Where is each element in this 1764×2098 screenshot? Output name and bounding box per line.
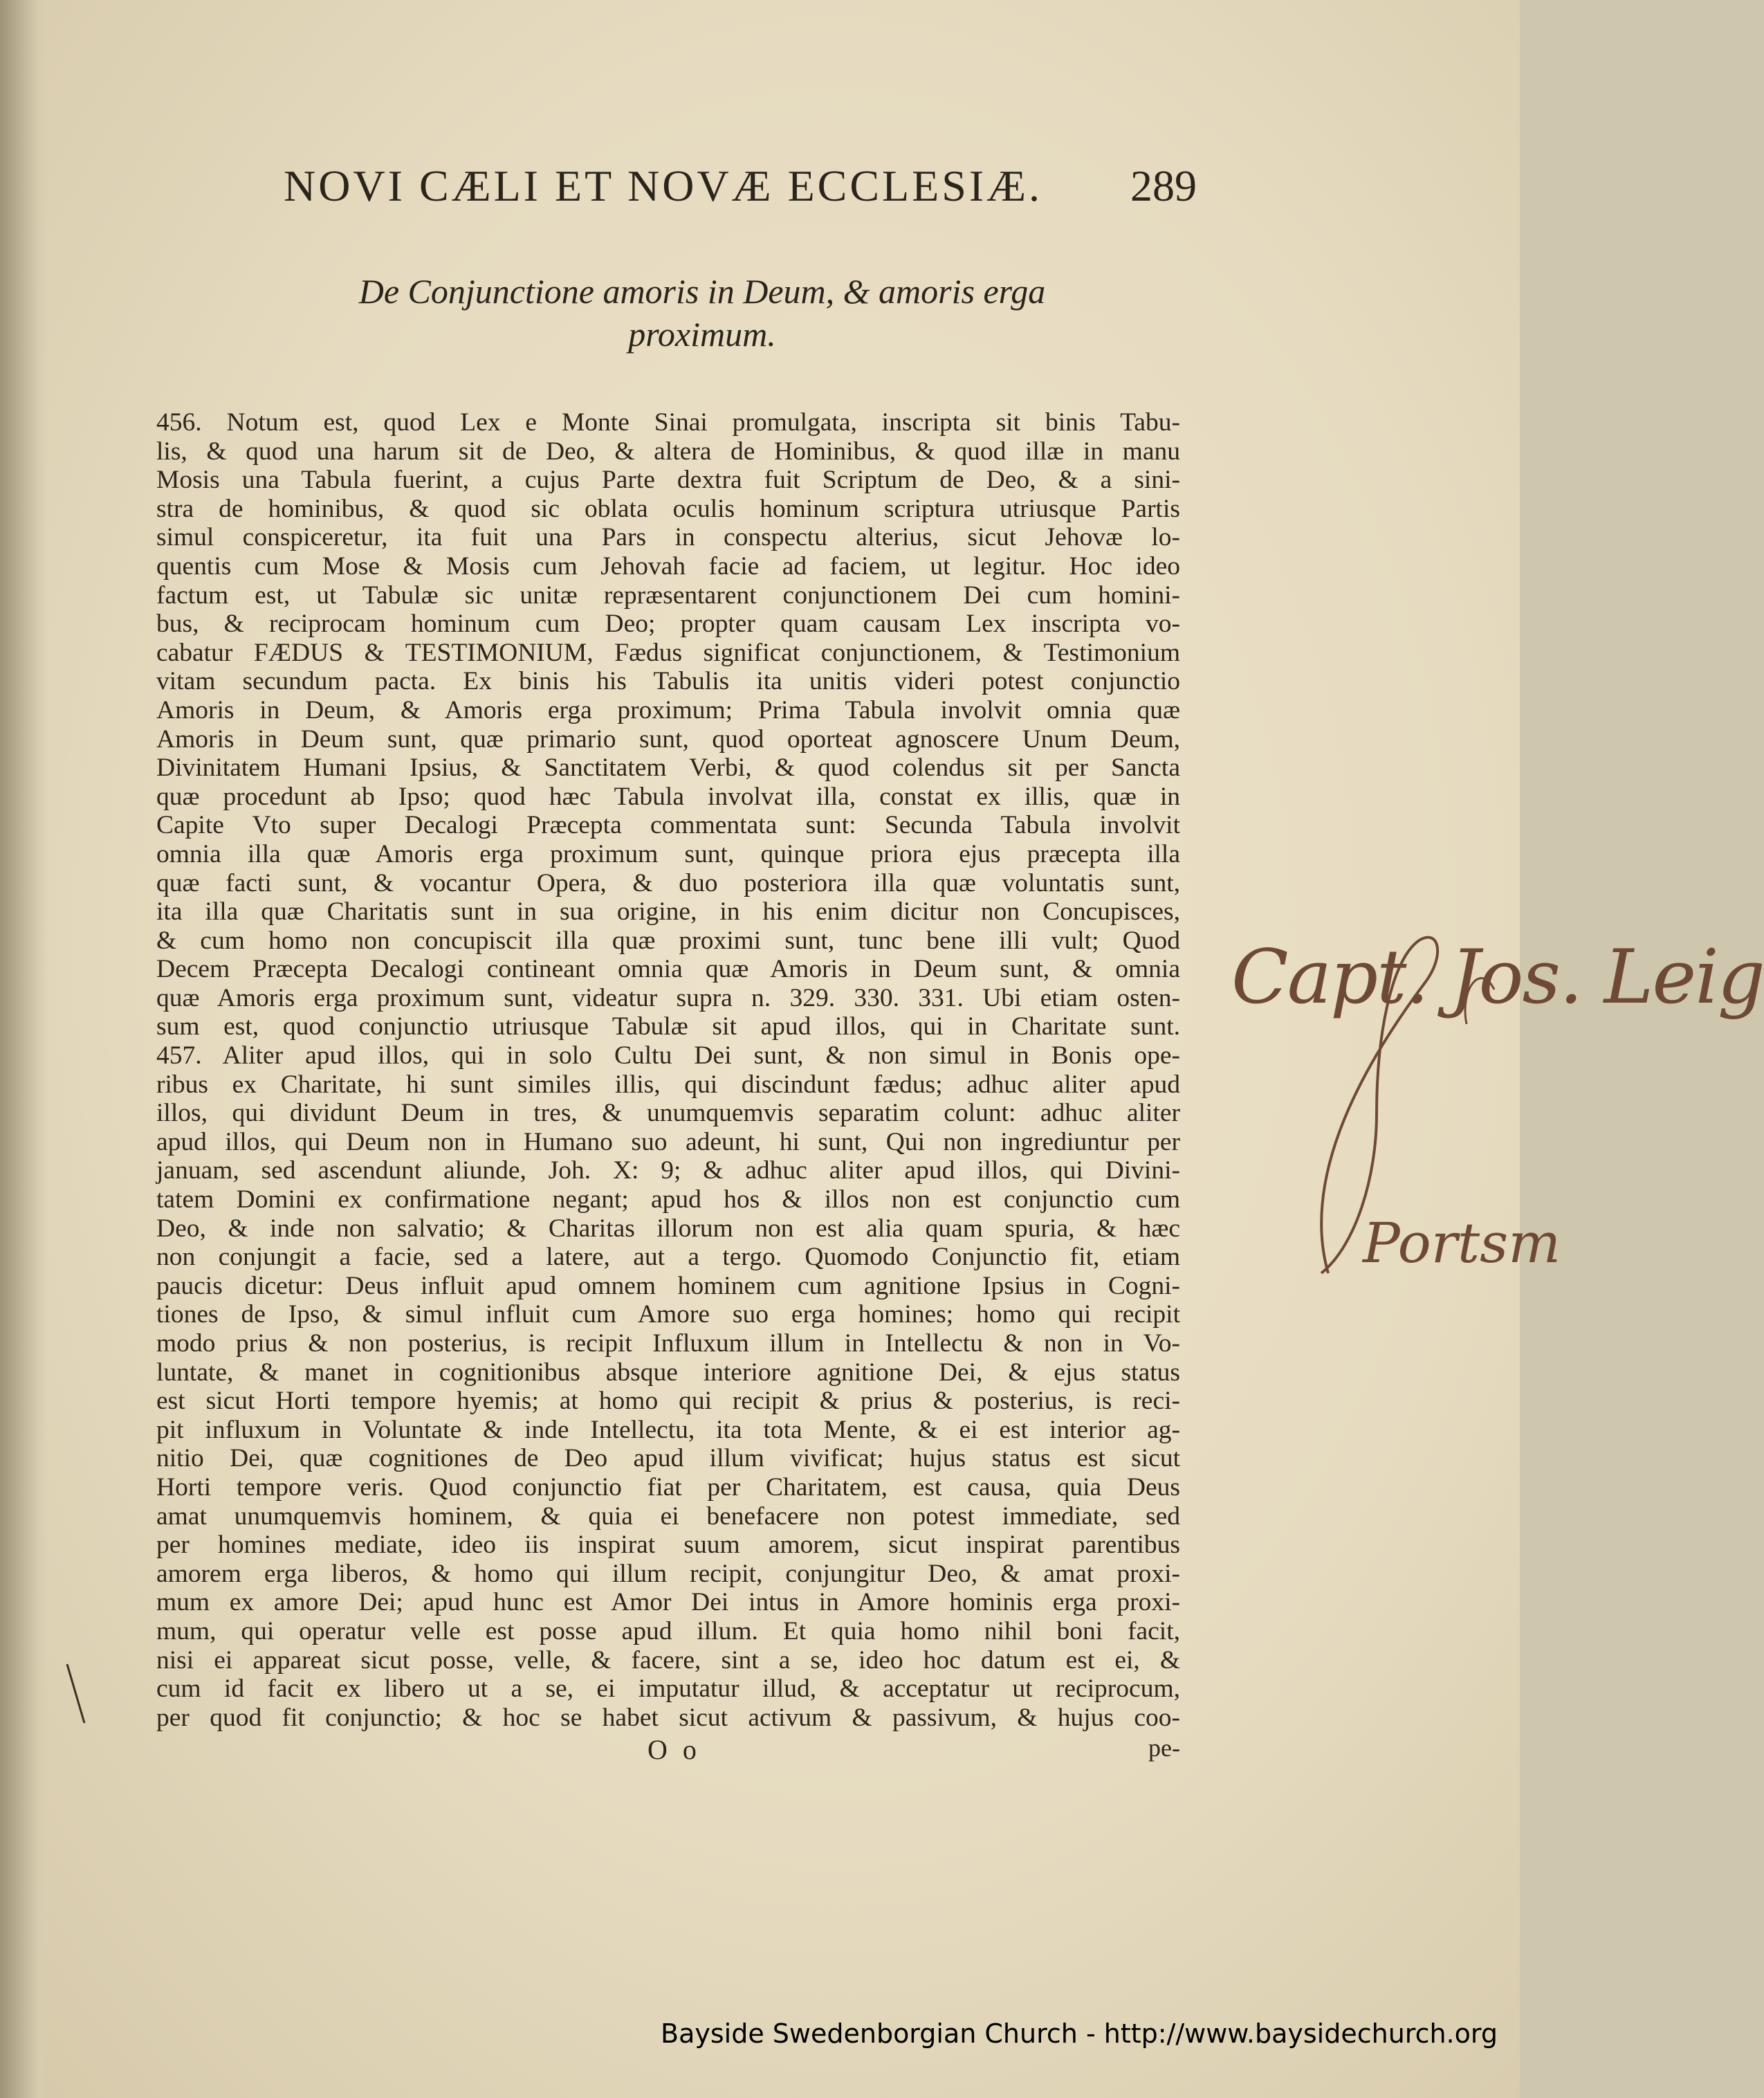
section-heading bbox=[208, 270, 1197, 356]
running-head bbox=[284, 161, 1197, 223]
text-line: 456. Notum est, quod Lex e Monte Sinai promulgata, inscripta sit binis Tabu- bbox=[156, 408, 1180, 437]
text-line: modo prius & non posterius, is recipit Influxum illum in Intellectu & non in Vo- bbox=[156, 1329, 1180, 1358]
page-gutter-shadow bbox=[0, 0, 48, 2098]
text-line: quæ Amoris erga proximum sunt, videatur supra n. 329. 330. 331. Ubi etiam osten- bbox=[156, 983, 1180, 1012]
text-line: quæ procedunt ab Ipso; quod hæc Tabula involvat illa, constat ex illis, quæ in bbox=[156, 782, 1180, 811]
text-line: mum, qui operatur velle est posse apud illum. Et quia homo nihil boni facit, bbox=[156, 1616, 1180, 1645]
section-heading-line-1: De Conjunctione amoris in Deum, & amoris erga bbox=[358, 272, 1046, 311]
text-line: & cum homo non concupiscit illa quæ proximi sunt, tunc bene illi vult; Quod bbox=[156, 926, 1180, 955]
text-line: apud illos, qui Deum non in Humano suo adeunt, hi sunt, Qui non ingrediuntur per bbox=[156, 1127, 1180, 1156]
text-line: ita illa quæ Charitatis sunt in sua origine, in his enim dicitur non Concupisces, bbox=[156, 897, 1180, 927]
text-line: nitio Dei, quæ cognitiones de Deo apud illum vivificat; hujus status est sicut bbox=[156, 1444, 1180, 1473]
text-line: Decem Præcepta Decalogi contineant omnia quæ Amoris in Deum sunt, & omnia bbox=[156, 955, 1180, 984]
text-line: stra de hominibus, & quod sic oblata oculis hominum scriptura utriusque Partis bbox=[156, 494, 1180, 523]
text-line: tiones de Ipso, & simul influit cum Amore suo erga homines; homo qui recipit bbox=[156, 1300, 1180, 1329]
text-line: amorem erga liberos, & homo qui illum recipit, conjungitur Deo, & amat proxi- bbox=[156, 1559, 1180, 1588]
handwritten-inscription bbox=[1218, 886, 1764, 1315]
text-line: Mosis una Tabula fuerint, a cujus Parte dextra fuit Scriptum de Deo, & a sini- bbox=[156, 466, 1180, 495]
handwriting-line-1: Capt. Jos. Leig bbox=[1231, 934, 1764, 1021]
text-line: per homines mediate, ideo iis inspirat suum amorem, sicut inspirat parentibus bbox=[156, 1531, 1180, 1560]
text-line: Capite Vto super Decalogi Præcepta commentata sunt: Secunda Tabula involvit bbox=[156, 811, 1180, 840]
text-line: simul conspiceretur, ita fuit una Pars in conspectu alterius, sicut Jehovæ lo- bbox=[156, 523, 1180, 552]
catchword: pe- bbox=[1148, 1734, 1180, 1762]
body-text bbox=[156, 408, 1180, 1732]
text-line: quentis cum Mose & Mosis cum Jehovah facie ad faciem, ut legitur. Hoc ideo bbox=[156, 551, 1180, 581]
text-line: quæ facti sunt, & vocantur Opera, & duo posteriora illa quæ voluntatis sunt, bbox=[156, 868, 1180, 897]
text-line: mum ex amore Dei; apud hunc est Amor Dei intus in Amore hominis erga proxi- bbox=[156, 1588, 1180, 1617]
text-line: lis, & quod una harum sit de Deo, & altera de Hominibus, & quod illæ in manu bbox=[156, 437, 1180, 466]
text-line: cum id facit ex libero ut a se, ei imputatur illud, & acceptatur ut reciprocum, bbox=[156, 1675, 1180, 1704]
text-line: non conjungit a facie, sed a latere, aut a tergo. Quomodo Conjunctio fit, etiam bbox=[156, 1243, 1180, 1272]
text-line: sum est, quod conjunctio utriusque Tabulæ sit apud illos, qui in Charitate sunt. bbox=[156, 1012, 1180, 1041]
text-line: illos, qui dividunt Deum in tres, & unumquemvis separatim colunt: adhuc aliter bbox=[156, 1099, 1180, 1128]
text-line: omnia illa quæ Amoris erga proximum sunt, quinque priora ejus præcepta illa bbox=[156, 839, 1180, 868]
text-line: Deo, & inde non salvatio; & Charitas illorum non est alia quam spuria, & hæc bbox=[156, 1214, 1180, 1243]
page-number: 289 bbox=[1130, 161, 1197, 210]
text-line: Horti tempore veris. Quod conjunctio fiat per Charitatem, est causa, quia Deus bbox=[156, 1472, 1180, 1502]
text-line: per quod fit conjunctio; & hoc se habet sicut activum & passivum, & hujus coo- bbox=[156, 1703, 1180, 1732]
page-footer bbox=[156, 1733, 1180, 1775]
text-line: 457. Aliter apud illos, qui in solo Cultu Dei sunt, & non simul in Bonis ope- bbox=[156, 1041, 1180, 1070]
text-line: bus, & reciprocam hominum cum Deo; propter quam causam Lex inscripta vo- bbox=[156, 610, 1180, 639]
watermark-caption: Bayside Swedenborgian Church - http://www.baysidechurch.org bbox=[661, 2018, 1498, 2049]
text-line: est sicut Horti tempore hyemis; at homo qui recipit & prius & posterius, is reci- bbox=[156, 1387, 1180, 1416]
text-line: cabatur FÆDUS & TESTIMONIUM, Fædus significat conjunctionem, & Testimonium bbox=[156, 638, 1180, 667]
text-line: luntate, & manet in cognitionibus absque interiore agnitione Dei, & ejus status bbox=[156, 1358, 1180, 1387]
text-line: Amoris in Deum sunt, quæ primario sunt, quod oporteat agnoscere Unum Deum, bbox=[156, 724, 1180, 754]
text-line: pit influxum in Voluntate & inde Intellectu, ita tota Mente, & ei est interior ag- bbox=[156, 1415, 1180, 1444]
text-line: tatem Domini ex confirmatione negant; apud hos & illos non est conjunctio cum bbox=[156, 1185, 1180, 1214]
text-line: ribus ex Charitate, hi sunt similes illis, qui discindunt fædus; adhuc aliter apud bbox=[156, 1070, 1180, 1099]
running-title: NOVI CÆLI ET NOVÆ ECCLESIÆ. bbox=[284, 161, 1043, 210]
margin-mark bbox=[64, 1661, 91, 1730]
text-line: vitam secundum pacta. Ex binis his Tabulis ita unitis videri potest conjunctio bbox=[156, 667, 1180, 696]
text-line: Amoris in Deum, & Amoris erga proximum; Prima Tabula involvit omnia quæ bbox=[156, 695, 1180, 724]
text-line: paucis dicetur: Deus influit apud omnem hominem cum agnitione Ipsius in Cogni- bbox=[156, 1271, 1180, 1300]
handwriting-line-2: Portsm bbox=[1363, 1211, 1561, 1275]
text-line: Divinitatem Humani Ipsius, & Sanctitatem Verbi, & quod colendus sit per Sancta bbox=[156, 754, 1180, 783]
text-line: nisi ei appareat sicut posse, velle, & facere, sint a se, ideo hoc datum est ei, & bbox=[156, 1645, 1180, 1675]
section-heading-line-2: proximum. bbox=[628, 315, 776, 354]
signature-mark: O o bbox=[647, 1734, 701, 1765]
text-line: amat unumquemvis hominem, & quia ei benefacere non potest immediate, sed bbox=[156, 1502, 1180, 1531]
text-line: januam, sed ascendunt aliunde, Joh. X: 9; & adhuc aliter apud illos, qui Divini- bbox=[156, 1156, 1180, 1185]
text-line: factum est, ut Tabulæ sic unitæ repræsentarent conjunctionem Dei cum homini- bbox=[156, 581, 1180, 610]
